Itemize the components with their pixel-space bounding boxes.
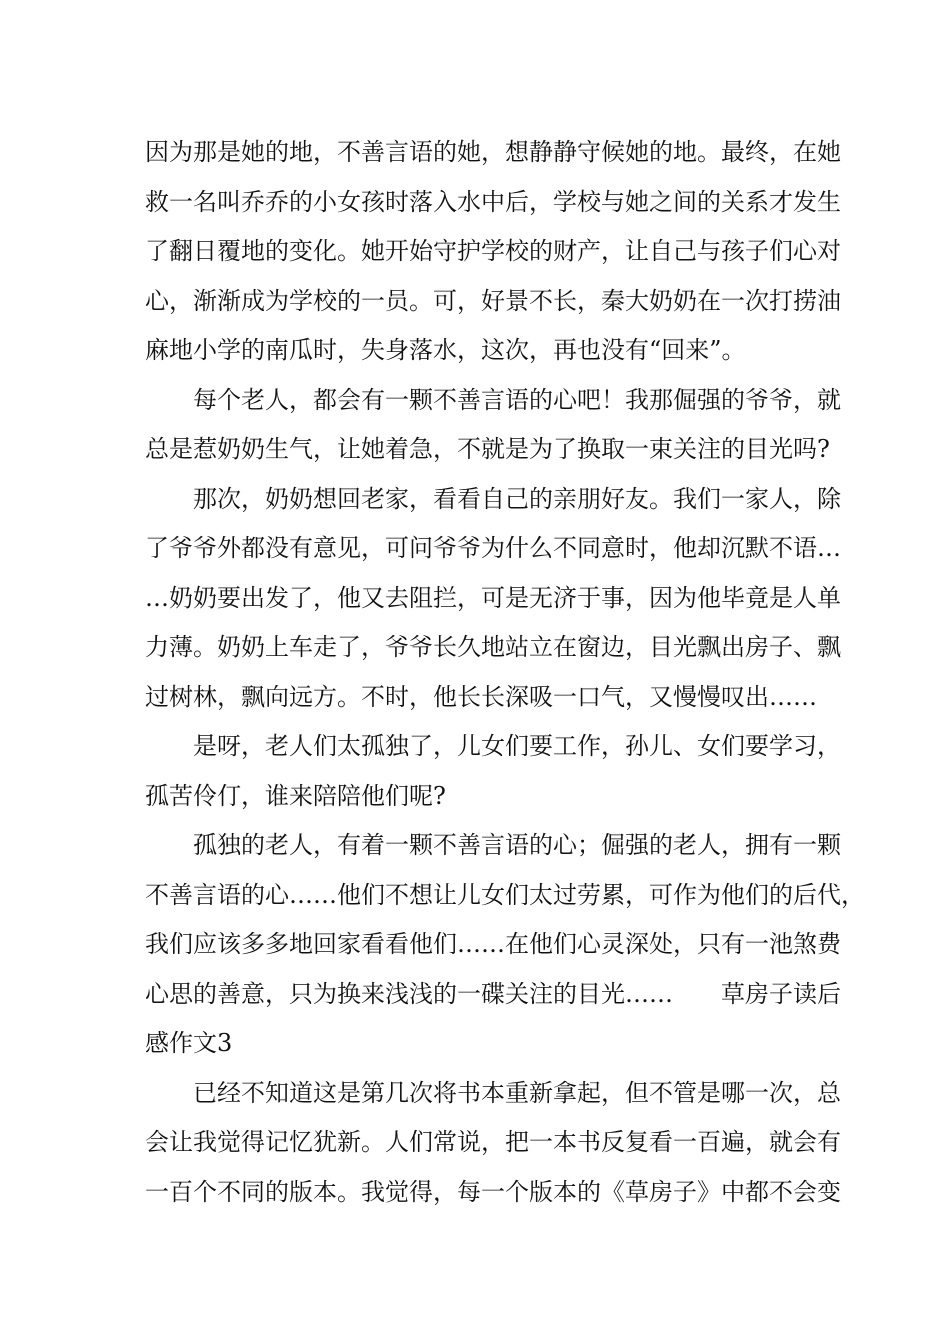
article-body [145,128,865,1217]
paragraph-start-line: 已经不知道这是第几次将书本重新拿起，但不管是哪一次，总 [193,1078,841,1107]
paragraph-start-line: 孤独的老人，有着一颗不善言语的心；倔强的老人，拥有一颗 [193,831,841,859]
text-line: 一百个不同的版本。我觉得，每一个版本的《草房子》中都不会变 [145,1177,841,1206]
text-line: 了翻日覆地的变化。她开始守护学校的财产，让自己与孩子们心对 [145,237,841,265]
paragraph-start-line: 每个老人，都会有一颗不善言语的心吧！我那倔强的爷爷，就 [193,385,841,414]
text-line: 因为那是她的地，不善言语的她，想静静守候她的地。最终，在她 [145,138,841,166]
paragraph-start-line: 是呀，老人们太孤独了，儿女们要工作，孙儿、女们要学习， [193,732,841,760]
text-line: 孤苦伶仃，谁来陪陪他们呢? [145,781,446,810]
text-line: 救一名叫乔乔的小女孩时落入水中后，学校与她之间的关系才发生 [145,187,841,216]
text-line: 我们应该多多地回家看看他们……在他们心灵深处，只有一池煞费 [145,930,841,958]
text-line: 了爷爷外都没有意见，可问爷爷为什么不同意时，他却沉默不语… [145,534,841,562]
text-line: …奶奶要出发了，他又去阻拦，可是无济于事，因为他毕竟是人单 [145,583,841,612]
paragraph-start-line: 那次，奶奶想回老家，看看自己的亲朋好友。我们一家人，除 [193,484,841,513]
text-line [145,970,841,1020]
text-line: 麻地小学的南瓜时，失身落水，这次，再也没有“回来”。 [145,336,746,364]
text-line: 会让我觉得记忆犹新。人们常说，把一本书反复看一百遍，就会有 [145,1128,841,1156]
text-line: 不善言语的心……他们不想让儿女们太过劳累，可作为他们的后代， [145,880,865,909]
text-line: 心，渐渐成为学校的一员。可，好景不长，秦大奶奶在一次打捞油 [145,286,841,315]
section-heading-start: 草房子读后 [721,979,841,1008]
text-line-segment: 心思的善意，只为换来浅浅的一碟关注的目光…… [145,979,673,1008]
text-line: 过树林，飘向远方。不时，他长长深吸一口气，又慢慢叹出…… [145,682,817,711]
text-line: 总是惹奶奶生气，让她着急，不就是为了换取一束关注的目光吗? [145,435,830,463]
text-line: 力薄。奶奶上车走了，爷爷长久地站立在窗边，目光飘出房子、飘 [145,633,841,661]
section-heading-end: 感作文3 [145,1029,233,1057]
